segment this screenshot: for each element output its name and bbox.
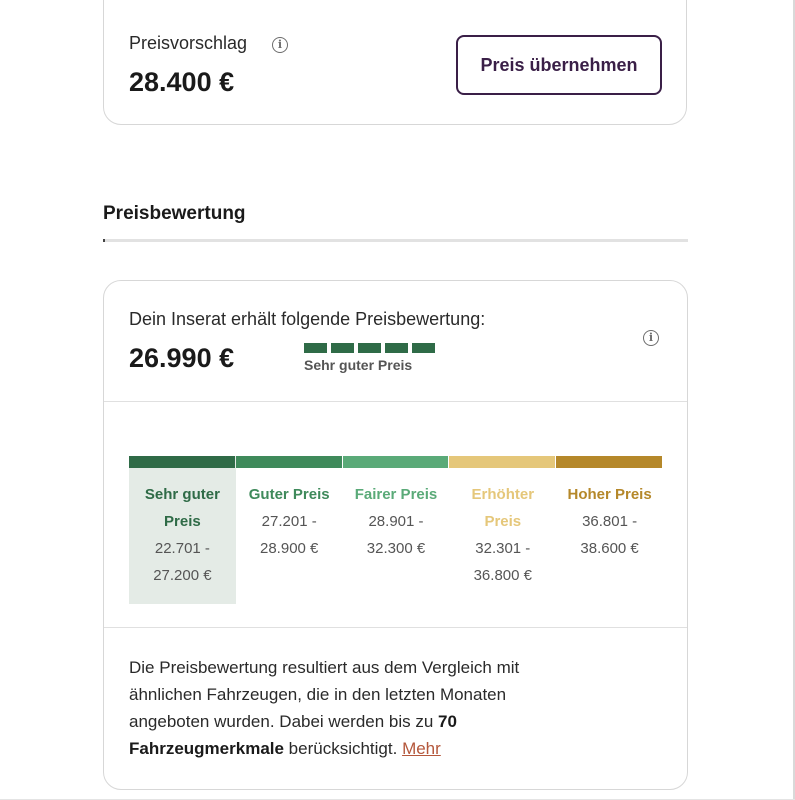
price-scale-name: Fairer Preis bbox=[354, 486, 438, 503]
price-scale-bar bbox=[449, 456, 555, 468]
price-scale-name: Guter Preis bbox=[248, 486, 330, 503]
rating-block bbox=[385, 343, 408, 353]
price-scale-bar bbox=[343, 456, 449, 468]
price-scale-range-to: 27.200 € bbox=[153, 567, 212, 584]
price-scale-range-to: 36.800 € bbox=[473, 567, 532, 584]
price-scale-column bbox=[236, 456, 343, 604]
price-scale-bar bbox=[129, 456, 235, 468]
price-scale-column bbox=[343, 456, 450, 604]
price-scale-name: Erhöhter Preis bbox=[471, 486, 535, 530]
explanation-part1: Die Preisbewertung resultiert aus dem Vergleich mit ähnlichen Fahrzeugen, die in den letzten Monaten angeboten wurden. Dabei werden bis zu bbox=[129, 658, 520, 731]
price-scale-name: Hoher Preis bbox=[567, 486, 652, 503]
rating-block bbox=[331, 343, 354, 353]
price-scale-column bbox=[129, 456, 236, 604]
price-scale-range-to: 32.300 € bbox=[366, 540, 426, 557]
price-scale-range-from: 27.201 - bbox=[261, 513, 317, 530]
more-link[interactable]: Mehr bbox=[402, 739, 441, 758]
price-scale-range-to: 38.600 € bbox=[580, 540, 639, 557]
price-scale-range-from: 36.801 - bbox=[582, 513, 638, 530]
price-suggestion-label: Preisvorschlag bbox=[129, 33, 248, 53]
section-title: Preisbewertung bbox=[103, 203, 246, 224]
price-rating-card bbox=[103, 280, 688, 790]
accept-price-button[interactable]: Preis übernehmen bbox=[456, 35, 662, 95]
price-suggestion-value: 28.400 € bbox=[129, 67, 235, 97]
price-scale-bar bbox=[236, 456, 342, 468]
rating-label: Sehr guter Preis bbox=[304, 357, 413, 373]
divider bbox=[104, 401, 687, 402]
listing-price: 26.990 € bbox=[129, 343, 235, 373]
section-divider bbox=[103, 239, 688, 242]
divider bbox=[104, 627, 687, 628]
price-scale-range-from: 22.701 - bbox=[154, 540, 210, 557]
rating-indicator bbox=[304, 343, 435, 353]
price-suggestion-card bbox=[103, 0, 687, 125]
explanation-part2: berücksichtigt. bbox=[283, 739, 403, 758]
rating-intro-text: Dein Inserat erhält folgende Preisbewertung: bbox=[129, 309, 486, 329]
price-scale-range-to: 28.900 € bbox=[260, 540, 319, 557]
explanation-text bbox=[129, 654, 589, 762]
price-scale-column bbox=[556, 456, 663, 604]
explanation-bold: 70 Fahrzeugmerkmale bbox=[129, 712, 457, 758]
rating-block bbox=[304, 343, 327, 353]
rating-block bbox=[358, 343, 381, 353]
info-icon[interactable]: i bbox=[272, 37, 288, 53]
price-scale-name: Sehr guter Preis bbox=[144, 486, 220, 530]
price-scale bbox=[129, 456, 663, 604]
price-scale-bar bbox=[556, 456, 662, 468]
price-scale-range-from: 28.901 - bbox=[368, 513, 424, 530]
rating-block bbox=[412, 343, 435, 353]
price-scale-range-from: 32.301 - bbox=[475, 540, 531, 557]
price-scale-column bbox=[449, 456, 556, 604]
info-icon[interactable]: i bbox=[643, 330, 659, 346]
